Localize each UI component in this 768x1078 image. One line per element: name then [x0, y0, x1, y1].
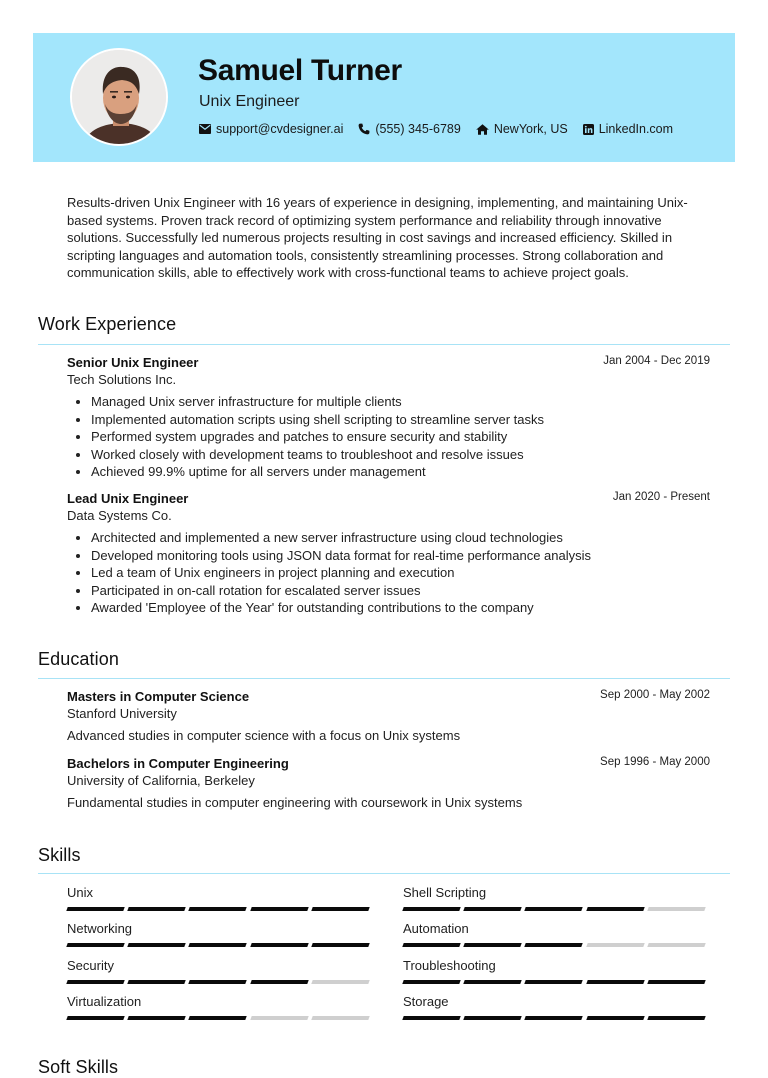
job-bullet: Architected and implemented a new server infrastructure using cloud technologies: [67, 529, 710, 547]
job-title: Senior Unix Engineer: [67, 355, 199, 370]
skill-level-filled: [586, 980, 645, 984]
skill-level-empty: [311, 1016, 370, 1020]
skill-level-filled: [250, 907, 309, 911]
linkedin-icon: [583, 124, 594, 135]
profile-photo: [72, 50, 168, 146]
work-entry: [67, 354, 710, 481]
skill-name: Unix: [67, 885, 94, 900]
skill-level-filled: [311, 943, 370, 947]
section-divider: [38, 873, 730, 874]
section-divider: [38, 678, 730, 679]
education-description: Advanced studies in computer science with a focus on Unix systems: [67, 728, 461, 743]
job-bullet: Performed system upgrades and patches to ensure security and stability: [67, 428, 710, 446]
education-dates: Sep 2000 - May 2002: [600, 689, 710, 701]
job-dates: Jan 2020 - Present: [612, 491, 710, 503]
skill-level-filled: [586, 907, 645, 911]
contact-email[interactable]: [199, 122, 343, 136]
contact-location: [476, 122, 568, 136]
avatar: [70, 48, 168, 146]
skill-level-filled: [66, 980, 125, 984]
skill-level-bar: [67, 980, 373, 984]
skill-level-filled: [463, 907, 522, 911]
skill-level-filled: [402, 943, 461, 947]
job-bullet: Managed Unix server infrastructure for multiple clients: [67, 393, 710, 411]
contact-phone-text: (555) 345-6789: [375, 122, 461, 136]
job-bullet: Implemented automation scripts using shell scripting to streamline server tasks: [67, 411, 710, 429]
contact-linkedin[interactable]: [583, 122, 673, 136]
skill-name: Automation: [403, 921, 469, 936]
skill-level-empty: [311, 980, 370, 984]
skill-level-filled: [127, 943, 186, 947]
job-bullets: [67, 529, 710, 617]
home-icon: [476, 124, 489, 135]
skill-level-empty: [647, 907, 706, 911]
job-bullet: Awarded 'Employee of the Year' for outstanding contributions to the company: [67, 599, 710, 617]
header-banner: [33, 33, 735, 162]
envelope-icon: [199, 124, 211, 134]
job-bullet: Participated in on-call rotation for escalated server issues: [67, 582, 710, 600]
skill-level-filled: [189, 943, 248, 947]
company-name: Data Systems Co.: [67, 508, 172, 523]
section-title-work: Work Experience: [38, 314, 177, 334]
skill-level-empty: [250, 1016, 309, 1020]
skill-item: [67, 993, 373, 1020]
job-bullet: Worked closely with development teams to troubleshoot and resolve issues: [67, 446, 710, 464]
skill-level-filled: [402, 907, 461, 911]
skill-level-filled: [66, 943, 125, 947]
skill-level-filled: [402, 980, 461, 984]
section-divider: [38, 344, 730, 345]
skill-item: [403, 884, 709, 911]
skill-name: Security: [67, 958, 114, 973]
skill-level-empty: [647, 943, 706, 947]
skill-level-filled: [586, 1016, 645, 1020]
skill-level-filled: [66, 907, 125, 911]
skill-name: Networking: [67, 921, 133, 936]
phone-icon: [358, 123, 370, 135]
candidate-title: Unix Engineer: [199, 93, 300, 110]
skill-level-filled: [127, 980, 186, 984]
education-dates: Sep 1996 - May 2000: [600, 756, 710, 768]
education-entry: [67, 755, 710, 811]
contact-linkedin-text: LinkedIn.com: [598, 122, 674, 136]
skill-level-filled: [463, 943, 522, 947]
skill-item: [67, 884, 373, 911]
skill-level-bar: [403, 1016, 709, 1020]
school-name: Stanford University: [67, 706, 177, 721]
skill-item: [67, 920, 373, 947]
skill-level-bar: [67, 1016, 373, 1020]
skill-level-filled: [189, 907, 248, 911]
skill-level-filled: [525, 943, 584, 947]
company-name: Tech Solutions Inc.: [67, 372, 177, 387]
degree-title: Masters in Computer Science: [67, 689, 250, 704]
skill-level-filled: [127, 1016, 186, 1020]
skill-name: Troubleshooting: [403, 958, 496, 973]
contact-email-text: support@cvdesigner.ai: [216, 122, 344, 136]
skill-name: Virtualization: [67, 994, 142, 1009]
job-bullet: Achieved 99.9% uptime for all servers under management: [67, 463, 710, 481]
skill-level-filled: [647, 980, 706, 984]
job-bullet: Led a team of Unix engineers in project planning and execution: [67, 564, 710, 582]
section-title-soft-skills: Soft Skills: [38, 1057, 119, 1077]
skill-level-filled: [311, 907, 370, 911]
skill-level-filled: [525, 907, 584, 911]
skill-level-filled: [463, 980, 522, 984]
skill-level-bar: [67, 907, 373, 911]
contact-phone[interactable]: [358, 122, 460, 136]
work-entry: [67, 490, 710, 617]
job-title: Lead Unix Engineer: [67, 491, 189, 506]
section-title-education: Education: [38, 649, 119, 669]
skill-level-bar: [403, 907, 709, 911]
candidate-name: Samuel Turner: [198, 54, 402, 87]
job-bullet: Developed monitoring tools using JSON data format for real-time performance analysis: [67, 547, 710, 565]
skill-name: Storage: [403, 994, 449, 1009]
skill-item: [403, 920, 709, 947]
skill-level-bar: [403, 943, 709, 947]
skill-level-filled: [525, 980, 584, 984]
skill-level-filled: [250, 980, 309, 984]
skill-level-filled: [189, 1016, 248, 1020]
school-name: University of California, Berkeley: [67, 773, 255, 788]
skill-level-filled: [402, 1016, 461, 1020]
skill-level-bar: [67, 943, 373, 947]
job-bullets: [67, 393, 710, 481]
education-description: Fundamental studies in computer engineering with coursework in Unix systems: [67, 795, 523, 810]
contact-location-text: NewYork, US: [493, 122, 568, 136]
skill-item: [403, 957, 709, 984]
education-entry: [67, 688, 710, 744]
skill-level-bar: [403, 980, 709, 984]
section-title-skills: Skills: [38, 845, 81, 865]
skill-level-filled: [127, 907, 186, 911]
skill-level-empty: [586, 943, 645, 947]
skill-level-filled: [647, 1016, 706, 1020]
degree-title: Bachelors in Computer Engineering: [67, 756, 289, 771]
job-dates: Jan 2004 - Dec 2019: [603, 355, 710, 367]
professional-summary: Results-driven Unix Engineer with 16 years of experience in designing, implementing, and maintaining Unix-based systems. Proven track record of optimizing system performance and reliability through innovative solutions. Successfully led numerous projects resulting in cost savings and increased efficiency. Skilled in scripting languages and automation tools, consistently streamlining processes. Strong collaboration and communication skills, able to effectively work with cross-functional teams to achieve project goals.: [67, 195, 688, 281]
skill-level-filled: [66, 1016, 125, 1020]
skill-item: [67, 957, 373, 984]
skill-level-filled: [525, 1016, 584, 1020]
skill-name: Shell Scripting: [403, 885, 487, 900]
skill-level-filled: [250, 943, 309, 947]
skill-item: [403, 993, 709, 1020]
skill-level-filled: [463, 1016, 522, 1020]
contact-row: [199, 122, 688, 136]
skill-level-filled: [189, 980, 248, 984]
